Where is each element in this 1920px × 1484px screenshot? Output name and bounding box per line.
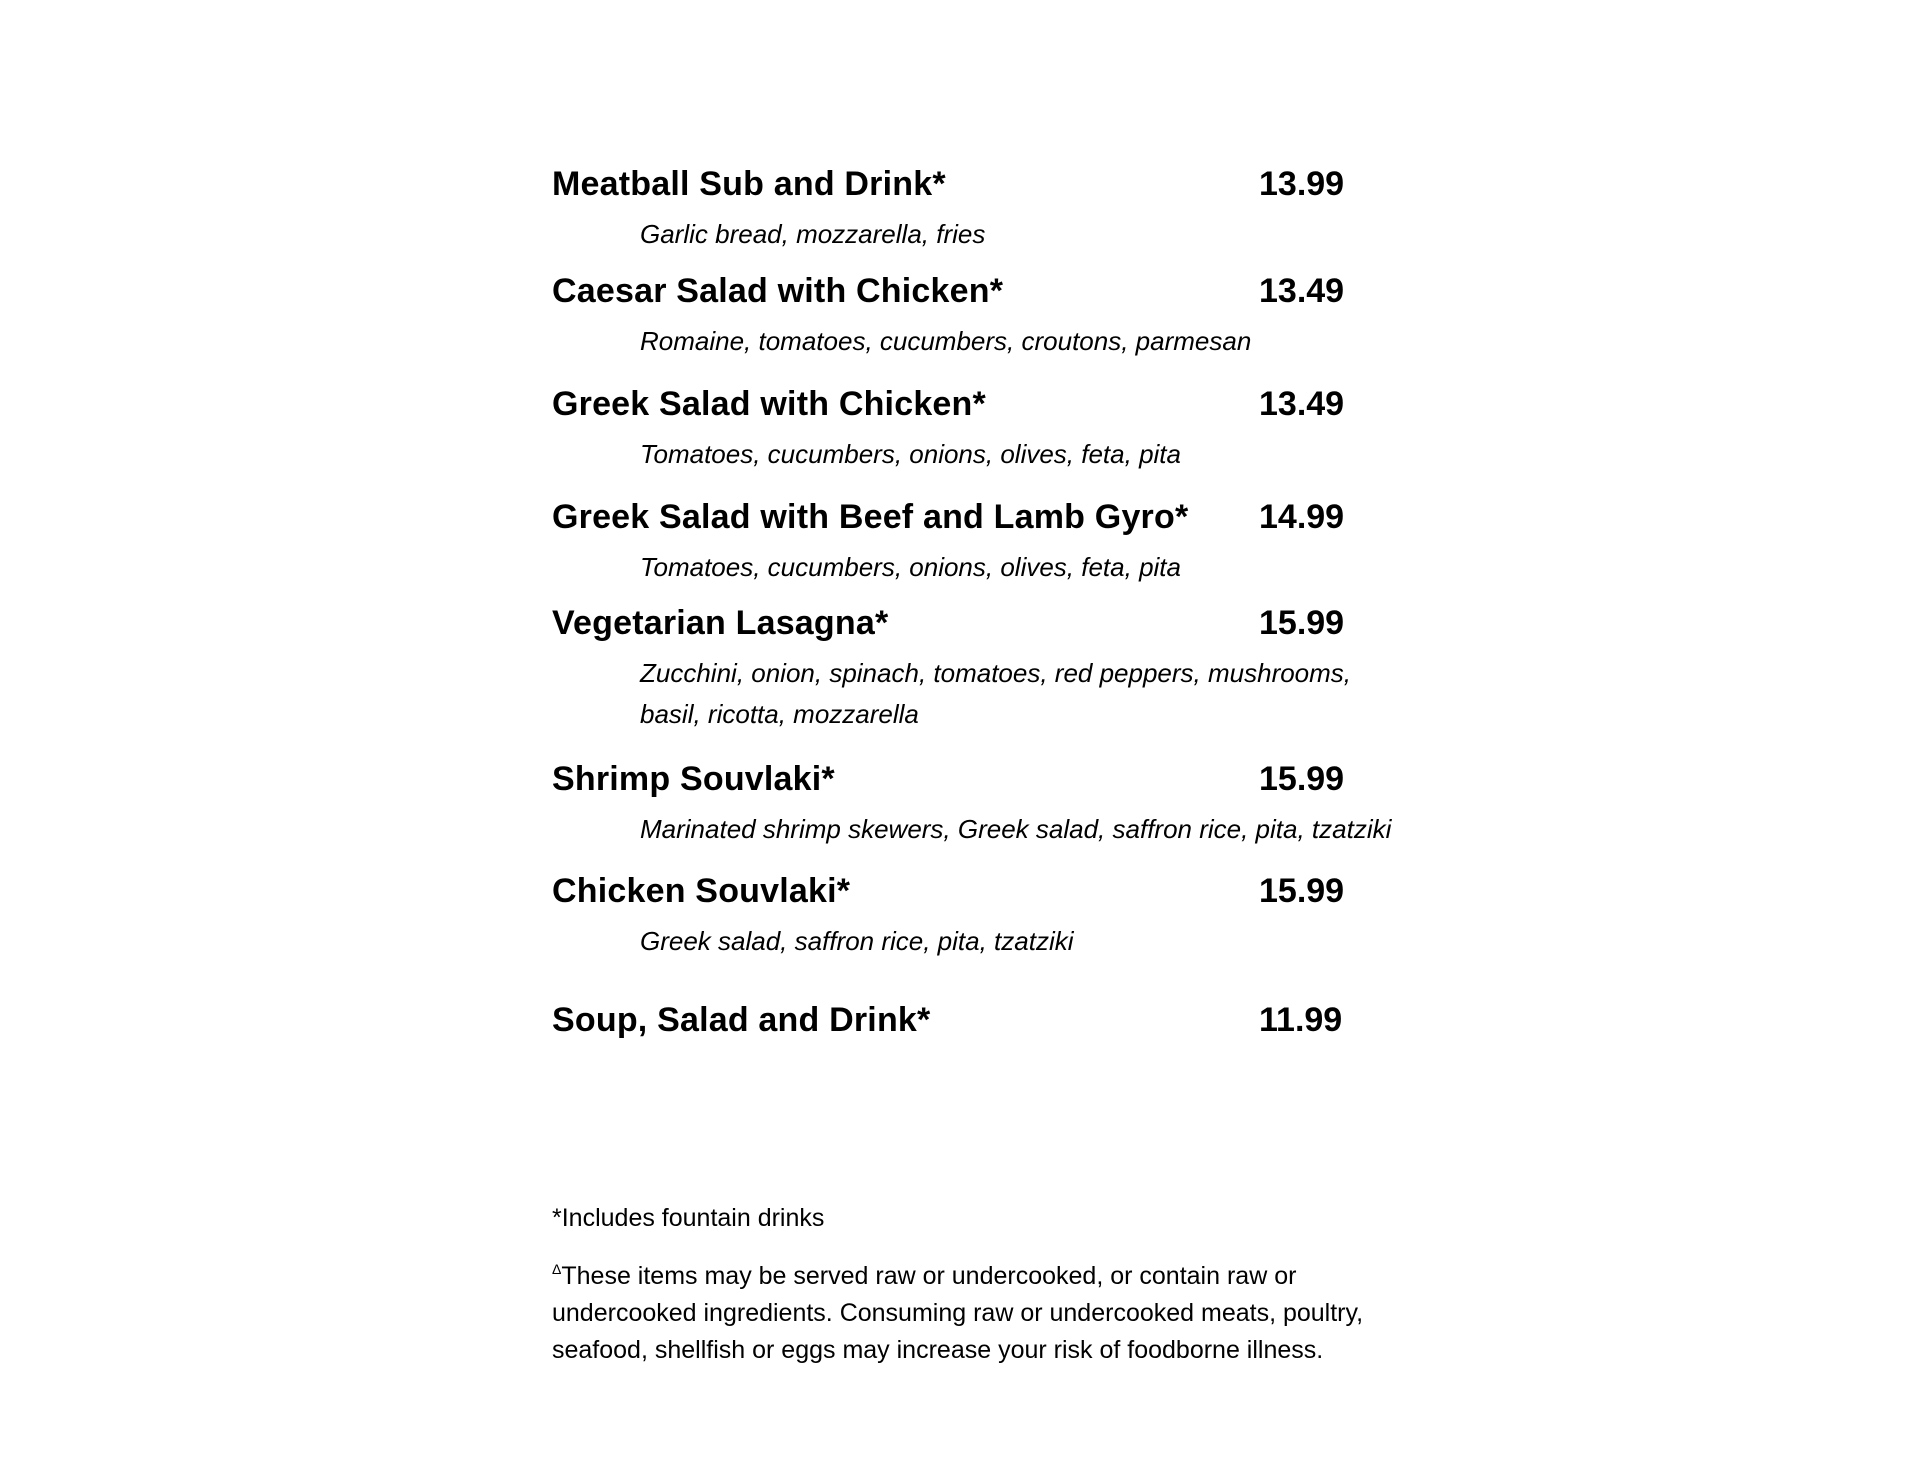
item-price: 14.99 <box>1259 498 1345 536</box>
item-name: Greek Salad with Chicken* <box>552 385 986 423</box>
item-price: 13.49 <box>1259 385 1345 423</box>
fountain-drinks-note: *Includes fountain drinks <box>552 1204 825 1232</box>
item-description: Zucchini, onion, spinach, tomatoes, red peppers, mushrooms, basil, ricotta, mozzarella <box>640 658 1352 729</box>
delta-symbol: Δ <box>552 1261 562 1277</box>
raw-food-advisory <box>552 1251 1402 1369</box>
item-description: Marinated shrimp skewers, Greek salad, saffron rice, pita, tzatziki <box>640 814 1392 844</box>
item-name: Chicken Souvlaki* <box>552 872 851 910</box>
item-price: 13.99 <box>1259 165 1345 203</box>
item-description: Tomatoes, cucumbers, onions, olives, feta, pita <box>640 552 1181 582</box>
item-price: 11.99 <box>1259 1001 1343 1039</box>
raw-food-advisory-text: These items may be served raw or undercooked, or contain raw or undercooked ingredients. Consuming raw or undercooked meats, poultry, seafood, shellfish or eggs may increase your risk of foodborne illness. <box>552 1262 1364 1364</box>
item-name: Greek Salad with Beef and Lamb Gyro* <box>552 498 1189 536</box>
item-name: Caesar Salad with Chicken* <box>552 272 1004 310</box>
item-description: Romaine, tomatoes, cucumbers, croutons, parmesan <box>640 326 1252 356</box>
footnotes <box>552 1200 1402 1369</box>
item-description: Garlic bread, mozzarella, fries <box>640 219 986 249</box>
item-price: 15.99 <box>1259 604 1345 642</box>
item-name: Soup, Salad and Drink* <box>552 1001 931 1039</box>
item-name: Shrimp Souvlaki* <box>552 760 835 798</box>
item-description: Tomatoes, cucumbers, onions, olives, feta, pita <box>640 439 1181 469</box>
item-price: 15.99 <box>1259 872 1345 910</box>
item-price: 13.49 <box>1259 272 1345 310</box>
item-name: Meatball Sub and Drink* <box>552 165 946 203</box>
item-price: 15.99 <box>1259 760 1345 798</box>
item-description: Greek salad, saffron rice, pita, tzatziki <box>640 926 1074 956</box>
item-name: Vegetarian Lasagna* <box>552 604 889 642</box>
